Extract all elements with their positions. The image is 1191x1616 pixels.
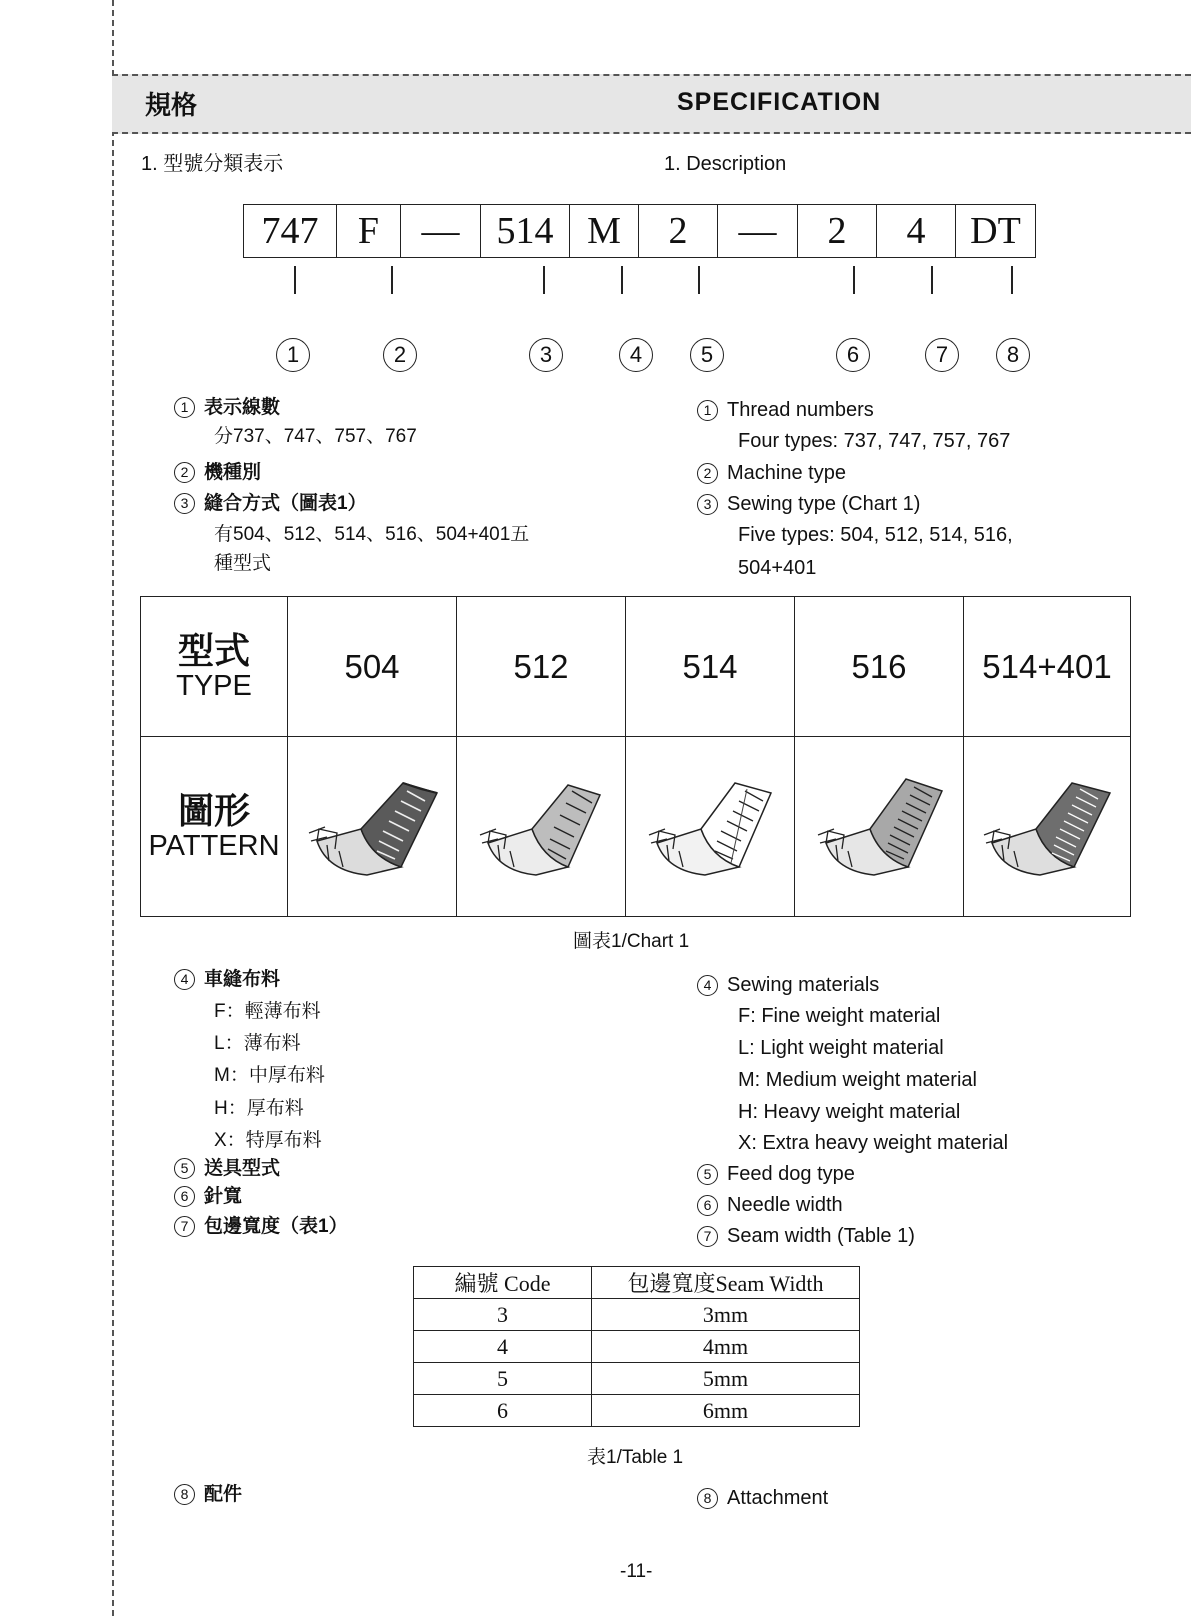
item-number: 3 bbox=[697, 494, 718, 515]
item1-title-en: Thread numbers bbox=[727, 399, 874, 421]
column-header-code: 編號 Code bbox=[414, 1267, 592, 1299]
seam-width-table bbox=[413, 1266, 860, 1427]
item6-title-en: Needle width bbox=[727, 1194, 843, 1216]
material-x-en: X: Extra heavy weight material bbox=[738, 1132, 1009, 1154]
item-number: 4 bbox=[174, 969, 195, 990]
table-row bbox=[414, 1395, 860, 1427]
item-number: 7 bbox=[697, 1226, 718, 1247]
section-title-en: 1. Description bbox=[664, 153, 787, 175]
item-number: 7 bbox=[174, 1216, 195, 1237]
item6-en bbox=[697, 1193, 843, 1217]
pattern-row-header bbox=[141, 737, 288, 917]
stitch-pattern-illustration bbox=[297, 749, 447, 899]
item-number: 1 bbox=[697, 400, 718, 421]
item7-en bbox=[697, 1224, 915, 1248]
pointer-tick bbox=[391, 266, 393, 294]
marker-circle: 4 bbox=[619, 338, 653, 372]
item4-en bbox=[697, 973, 879, 997]
item-number: 3 bbox=[174, 493, 195, 514]
header-title-zh: 規格 bbox=[145, 90, 198, 120]
code-cell: F bbox=[337, 205, 401, 257]
code-value: 3 bbox=[414, 1299, 592, 1331]
code-cell: 514 bbox=[481, 205, 570, 257]
item7-title-zh: 包邊寬度（表1） bbox=[204, 1216, 348, 1237]
pointer-tick bbox=[853, 266, 855, 294]
marker-circle: 5 bbox=[690, 338, 724, 372]
header-bar bbox=[112, 74, 1191, 134]
pointer-tick bbox=[621, 266, 623, 294]
item-number: 2 bbox=[697, 463, 718, 484]
item8-title-zh: 配件 bbox=[204, 1484, 243, 1505]
material-m-zh: M：中厚布料 bbox=[214, 1065, 325, 1086]
marker-circle: 3 bbox=[529, 338, 563, 372]
pointer-tick bbox=[1011, 266, 1013, 294]
material-x-zh: X：特厚布料 bbox=[214, 1130, 322, 1151]
page-number: -11- bbox=[620, 1561, 653, 1582]
item-number: 6 bbox=[174, 1186, 195, 1207]
item-number: 1 bbox=[174, 397, 195, 418]
type-label-zh: 型式 bbox=[177, 629, 250, 671]
item7-title-en: Seam width (Table 1) bbox=[727, 1225, 915, 1247]
item3-en bbox=[697, 492, 920, 516]
item3-zh bbox=[174, 492, 367, 516]
item6-title-zh: 針寬 bbox=[204, 1186, 243, 1207]
item1-detail-en: Four types: 737, 747, 757, 767 bbox=[738, 430, 1011, 452]
material-h-en: H: Heavy weight material bbox=[738, 1101, 961, 1123]
item6-zh bbox=[174, 1185, 242, 1209]
item-number: 5 bbox=[697, 1164, 718, 1185]
code-value: 6 bbox=[414, 1395, 592, 1427]
pattern-cell bbox=[457, 737, 626, 917]
marker-circle: 1 bbox=[276, 338, 310, 372]
pointer-tick bbox=[931, 266, 933, 294]
seam-width-value: 5mm bbox=[592, 1363, 860, 1395]
seam-width-value: 4mm bbox=[592, 1331, 860, 1363]
item3-detail-en-1: Five types: 504, 512, 514, 516, bbox=[738, 524, 1013, 546]
pattern-label-en: PATTERN bbox=[148, 829, 280, 862]
table-row bbox=[414, 1363, 860, 1395]
table1-caption: 表1/Table 1 bbox=[587, 1447, 684, 1468]
item1-en bbox=[697, 398, 874, 422]
pattern-cell bbox=[288, 737, 457, 917]
table-row bbox=[414, 1299, 860, 1331]
type-cell: 504 bbox=[288, 597, 457, 737]
item1-zh bbox=[174, 396, 280, 420]
code-cell: M bbox=[570, 205, 639, 257]
binding-dashed-line bbox=[112, 0, 114, 1616]
material-f-en: F: Fine weight material bbox=[738, 1005, 941, 1027]
item8-en bbox=[697, 1486, 828, 1510]
type-row-header bbox=[141, 597, 288, 737]
chart1-caption: 圖表1/Chart 1 bbox=[573, 931, 690, 952]
pattern-cell bbox=[964, 737, 1131, 917]
item4-title-en: Sewing materials bbox=[727, 974, 880, 996]
code-cell: 747 bbox=[244, 205, 337, 257]
pointer-tick bbox=[698, 266, 700, 294]
section-title-zh: 1. 型號分類表示 bbox=[141, 153, 284, 175]
material-l-zh: L：薄布料 bbox=[214, 1033, 301, 1054]
stitch-pattern-illustration bbox=[466, 749, 616, 899]
type-cell: 512 bbox=[457, 597, 626, 737]
item-number: 5 bbox=[174, 1158, 195, 1179]
item-number: 6 bbox=[697, 1195, 718, 1216]
item3-detail-zh-1: 有504、512、514、516、504+401五 bbox=[214, 524, 530, 545]
code-cell: 2 bbox=[798, 205, 877, 257]
type-cell: 514 bbox=[626, 597, 795, 737]
code-cell: — bbox=[718, 205, 798, 257]
stitch-pattern-illustration bbox=[804, 749, 954, 899]
item2-en bbox=[697, 461, 846, 485]
type-cell: 516 bbox=[795, 597, 964, 737]
code-value: 5 bbox=[414, 1363, 592, 1395]
pointer-tick bbox=[543, 266, 545, 294]
item2-title-en: Machine type bbox=[727, 462, 846, 484]
stitch-pattern-illustration bbox=[972, 749, 1122, 899]
item-number: 4 bbox=[697, 975, 718, 996]
material-f-zh: F：輕薄布料 bbox=[214, 1001, 321, 1022]
code-cell: DT bbox=[970, 210, 1021, 252]
stitch-pattern-illustration bbox=[635, 749, 785, 899]
item2-title-zh: 機種別 bbox=[204, 462, 262, 483]
item-number: 8 bbox=[697, 1488, 718, 1509]
model-code-boxes bbox=[243, 204, 1036, 258]
item7-zh bbox=[174, 1215, 348, 1239]
item3-title-en: Sewing type (Chart 1) bbox=[727, 493, 921, 515]
item4-zh bbox=[174, 968, 280, 992]
marker-circle: 2 bbox=[383, 338, 417, 372]
item5-zh bbox=[174, 1157, 280, 1181]
marker-circle: 6 bbox=[836, 338, 870, 372]
pattern-label-zh: 圖形 bbox=[177, 789, 250, 831]
sewing-type-chart bbox=[140, 596, 1131, 917]
seam-width-value: 3mm bbox=[592, 1299, 860, 1331]
pointer-tick bbox=[294, 266, 296, 294]
item3-title-zh: 縫合方式（圖表1） bbox=[204, 493, 367, 514]
material-l-en: L: Light weight material bbox=[738, 1037, 944, 1059]
material-h-zh: H：厚布料 bbox=[214, 1098, 304, 1119]
item3-detail-zh-2: 種型式 bbox=[214, 553, 272, 574]
column-header-seam-width: 包邊寬度Seam Width bbox=[592, 1267, 860, 1299]
item3-detail-en-2: 504+401 bbox=[738, 557, 817, 579]
item8-zh bbox=[174, 1483, 242, 1507]
code-cell: 4 bbox=[877, 205, 956, 257]
type-cell: 514+401 bbox=[964, 597, 1131, 737]
item-number: 2 bbox=[174, 462, 195, 483]
material-m-en: M: Medium weight material bbox=[738, 1069, 977, 1091]
item5-title-zh: 送具型式 bbox=[204, 1158, 281, 1179]
item5-title-en: Feed dog type bbox=[727, 1163, 855, 1185]
item2-zh bbox=[174, 461, 261, 485]
item1-detail-zh: 分737、747、757、767 bbox=[214, 426, 417, 447]
marker-circle: 7 bbox=[925, 338, 959, 372]
code-value: 4 bbox=[414, 1331, 592, 1363]
pattern-cell bbox=[795, 737, 964, 917]
item5-en bbox=[697, 1162, 855, 1186]
code-cell: 2 bbox=[639, 205, 718, 257]
header-title-en: SPECIFICATION bbox=[677, 88, 882, 116]
table-row bbox=[414, 1331, 860, 1363]
code-cell: — bbox=[401, 205, 481, 257]
type-label-en: TYPE bbox=[176, 669, 252, 702]
item8-title-en: Attachment bbox=[727, 1487, 829, 1509]
marker-circle: 8 bbox=[996, 338, 1030, 372]
item-number: 8 bbox=[174, 1484, 195, 1505]
seam-width-value: 6mm bbox=[592, 1395, 860, 1427]
item4-title-zh: 車縫布料 bbox=[204, 969, 281, 990]
item1-title-zh: 表示線數 bbox=[204, 397, 281, 418]
pattern-cell bbox=[626, 737, 795, 917]
